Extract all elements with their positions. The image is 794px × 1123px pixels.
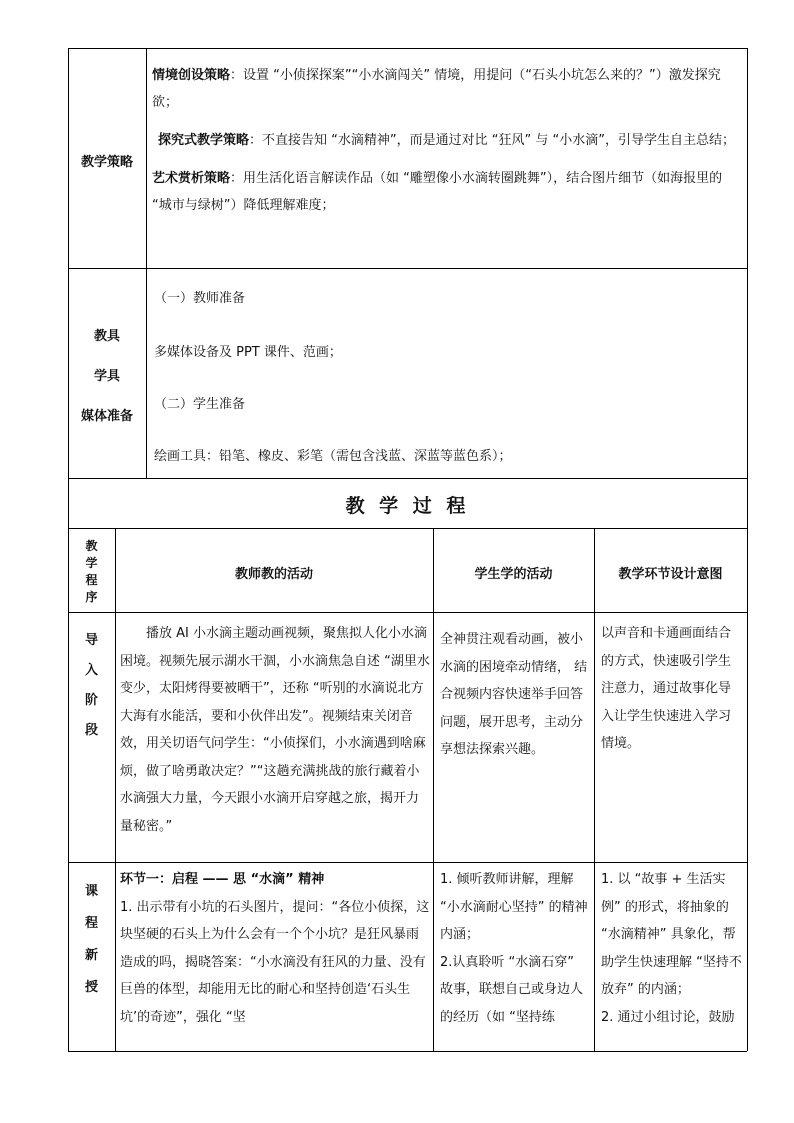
table-rule	[68, 268, 747, 269]
row-stage-intro	[68, 626, 115, 746]
row-intro-intent: 以声音和卡通画面结合的方式，快速吸引学生注意力，通过故事化导入让学生快速进入学习情境。	[601, 626, 732, 751]
stage-char: 课	[84, 884, 98, 899]
strategy-label: 教学策略	[80, 155, 133, 170]
table-rule	[68, 862, 747, 863]
stage-char: 程	[84, 916, 98, 931]
section-heading: 环节一：启程 —— 思 “水滴” 精神	[120, 872, 325, 887]
stage-char: 授	[84, 980, 98, 995]
column-rule	[594, 528, 595, 1051]
header-stage	[68, 538, 115, 606]
stage-char: 新	[84, 948, 98, 963]
prep-teacher-heading: （一）教师准备	[154, 291, 246, 306]
header-teacher: 教师教的活动	[234, 567, 313, 582]
prep-student-heading: （二）学生准备	[154, 397, 246, 412]
strategy-item-text: ：设置 “小侦探探案”“小水滴闯关” 情境，用提问（“石头小坑怎么来的？”）激发探究欲；	[152, 68, 721, 110]
row-new-intent: 1. 以 “故事 + 生活实例” 的形式，将抽象的 “水滴精神” 具象化，帮助学生快速理解 “坚持不放弃” 的内涵； 2. 通过小组讨论，鼓励	[601, 872, 742, 1025]
table-rule	[68, 612, 747, 613]
prep-label-1: 教具	[93, 329, 120, 344]
stage-char: 段	[84, 723, 98, 738]
header-student: 学生学的活动	[474, 567, 553, 582]
prep-teacher-text: 多媒体设备及 PPT 课件、范画；	[154, 345, 342, 360]
prep-label-3: 媒体准备	[80, 409, 133, 424]
strategy-item	[152, 127, 742, 154]
prep-label-2: 学具	[93, 369, 120, 384]
row-new-teacher-text: 1. 出示带有小坑的石头图片，提问：“各位小侦探，这块坚硬的石头上为什么会有一个个小坑？是狂风暴雨造成的吗，揭晓答案：“小水滴没有狂风的力量、没有巨兽的体型，却能用无比的耐心和坚持创造‘石头生坑’的奇迹”，强化 “坚	[120, 899, 430, 1025]
row-new-teacher	[120, 866, 430, 1049]
header-stage-char: 程	[85, 573, 98, 587]
strategy-item	[152, 62, 742, 116]
strategy-content	[152, 62, 742, 219]
column-rule	[115, 528, 116, 1051]
column-rule	[433, 528, 434, 1051]
strategy-item	[152, 165, 742, 219]
stage-char: 入	[84, 663, 98, 678]
strategy-item-title: 探究式教学策略	[158, 133, 250, 148]
strategy-item-title: 艺术赏析策略	[152, 171, 231, 186]
table-rule	[68, 48, 747, 49]
header-stage-char: 序	[85, 590, 98, 604]
stage-char: 导	[84, 633, 98, 648]
row-new-student: 1. 倾听教师讲解，理解 “小水滴耐心坚持” 的精神内涵； 2.认真聆听 “水滴石穿” 故事，联想自己或身边人的经历（如 “坚持练	[440, 872, 588, 1025]
strategy-item-title: 情境创设策略	[152, 68, 231, 83]
table-rule	[68, 478, 747, 479]
header-stage-char: 学	[85, 556, 98, 570]
row-stage-new	[68, 876, 115, 1004]
strategy-item-text: ：用生活化语言解读作品（如 “雕塑像小水滴转圈跳舞”），结合图片细节（如海报里的 “城市与绿树”）降低理解难度；	[152, 171, 723, 213]
row-intro-teacher: 播放 AI 小水滴主题动画视频，聚焦拟人化小水滴困境。视频先展示湖水干涸，小水滴焦急自述 “湖里水变少，太阳烤得要被晒干”，还称 “听别的水滴说北方大海有水能活，要和小伙伴出发”。视频结束关闭音效，用关切语气问学生：“小侦探们，小水滴遇到啥麻烦，做了啥勇敢决定？”“这趟充满挑战的旅行藏着小水滴强大力量，今天跟小水滴开启穿越之旅，揭开力量秘密。”	[120, 626, 430, 834]
process-title: 教 学 过 程	[345, 495, 470, 517]
table-rule	[68, 528, 747, 529]
row-intro-student: 全神贯注观看动画，被小水滴的困境牵动情绪， 结合视频内容快速举手回答问题，展开思考，主动分享想法探索兴趣。	[440, 632, 588, 757]
header-intent: 教学环节设计意图	[618, 567, 723, 582]
table-rule	[68, 1051, 747, 1052]
column-rule	[146, 48, 147, 478]
header-stage-char: 教	[85, 539, 98, 553]
prep-student-text: 绘画工具：铅笔、橡皮、彩笔（需包含浅蓝、深蓝等蓝色系）；	[154, 449, 512, 464]
strategy-item-text: ：不直接告知 “水滴精神”，而是通过对比 “狂风” 与 “小水滴”，引导学生自主总结；	[249, 133, 735, 148]
stage-char: 阶	[84, 693, 98, 708]
